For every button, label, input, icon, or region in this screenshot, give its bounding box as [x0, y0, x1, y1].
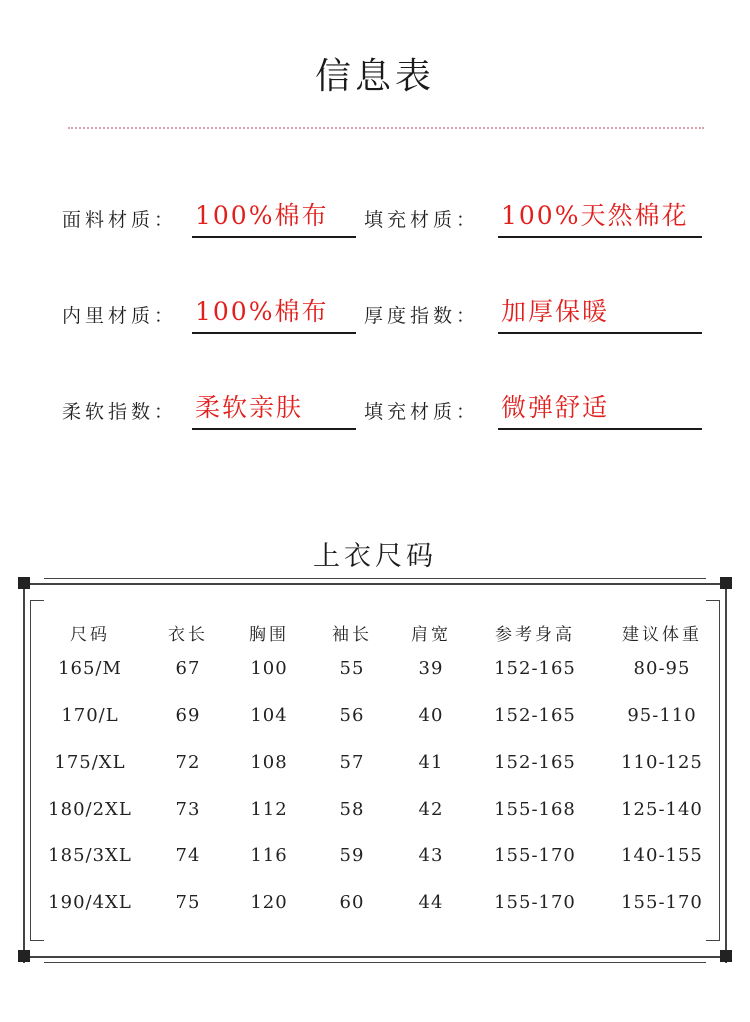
info-value: 加厚保暖 [501, 297, 610, 326]
table-header-row [30, 620, 720, 650]
table-cell: 170/L [61, 705, 119, 726]
table-cell: 100 [250, 658, 288, 679]
size-chart-title: 上衣尺码 [313, 541, 437, 572]
info-value-underline [192, 292, 356, 334]
info-label: 厚度指数： [364, 305, 480, 327]
info-value-underline [498, 388, 702, 430]
table-cell: 152-165 [494, 658, 576, 679]
table-cell: 112 [250, 799, 288, 820]
table-cell: 42 [418, 799, 444, 820]
table-header-cell: 尺码 [70, 625, 110, 645]
info-field-fabric [62, 194, 356, 238]
table-header-cell: 参考身高 [495, 625, 575, 645]
table-cell: 165/M [58, 658, 122, 679]
frame-notch [706, 940, 720, 941]
info-field-filling [364, 194, 702, 238]
table-row [30, 752, 720, 782]
info-label: 柔软指数： [62, 401, 178, 423]
info-field-thickness [364, 290, 702, 334]
table-cell: 39 [418, 658, 444, 679]
info-label: 面料材质： [62, 209, 178, 231]
table-cell: 108 [250, 752, 288, 773]
table-header-cell: 建议体重 [622, 625, 702, 645]
table-cell: 74 [175, 845, 201, 866]
table-cell: 67 [175, 658, 201, 679]
table-row [30, 658, 720, 688]
frame-corner-ornament [18, 577, 30, 589]
table-cell: 41 [418, 752, 444, 773]
info-field-softness [62, 386, 356, 430]
info-value: 微弹舒适 [501, 393, 610, 422]
frame-notch [30, 600, 44, 601]
table-cell: 120 [250, 892, 288, 913]
info-table-title: 信息表 [314, 56, 435, 97]
frame-left-outer [23, 578, 25, 963]
table-cell: 185/3XL [48, 845, 132, 866]
info-value: 100%棉布 [195, 297, 329, 326]
table-cell: 75 [175, 892, 201, 913]
table-cell: 116 [250, 845, 288, 866]
info-label: 填充材质： [364, 401, 480, 423]
table-cell: 180/2XL [48, 799, 132, 820]
frame-right-outer [725, 578, 727, 963]
table-cell: 175/XL [54, 752, 126, 773]
table-cell: 155-170 [494, 892, 576, 913]
table-cell: 60 [339, 892, 365, 913]
frame-corner-ornament [720, 950, 732, 962]
table-cell: 58 [339, 799, 365, 820]
table-header-cell: 肩宽 [411, 625, 451, 645]
info-value: 100%天然棉花 [501, 201, 689, 230]
table-cell: 40 [418, 705, 444, 726]
table-row [30, 892, 720, 922]
table-cell: 104 [250, 705, 288, 726]
table-cell: 56 [339, 705, 365, 726]
table-cell: 152-165 [494, 752, 576, 773]
frame-top-outer [18, 583, 732, 585]
dotted-divider [68, 127, 704, 129]
info-value-underline [192, 388, 356, 430]
table-cell: 69 [175, 705, 201, 726]
info-label: 填充材质： [364, 209, 480, 231]
frame-notch [706, 600, 720, 601]
table-cell: 57 [339, 752, 365, 773]
table-header-cell: 胸围 [249, 625, 289, 645]
info-value-underline [498, 292, 702, 334]
table-cell: 155-170 [494, 845, 576, 866]
info-value-underline [498, 196, 702, 238]
info-value: 100%棉布 [195, 201, 329, 230]
info-field-lining [62, 290, 356, 334]
info-value: 柔软亲肤 [195, 393, 304, 422]
table-header-cell: 衣长 [168, 625, 208, 645]
table-cell: 80-95 [633, 658, 691, 679]
table-cell: 59 [339, 845, 365, 866]
table-cell: 155-170 [621, 892, 703, 913]
table-cell: 152-165 [494, 705, 576, 726]
table-cell: 140-155 [621, 845, 703, 866]
frame-corner-ornament [720, 577, 732, 589]
table-cell: 155-168 [494, 799, 576, 820]
info-label: 内里材质： [62, 305, 178, 327]
info-field-filling-elastic [364, 386, 702, 430]
table-row [30, 799, 720, 829]
table-cell: 110-125 [621, 752, 703, 773]
table-cell: 43 [418, 845, 444, 866]
table-cell: 72 [175, 752, 201, 773]
table-cell: 125-140 [621, 799, 703, 820]
frame-bottom-inner [44, 962, 706, 963]
frame-corner-ornament [18, 950, 30, 962]
table-cell: 44 [418, 892, 444, 913]
table-cell: 55 [339, 658, 365, 679]
frame-top-inner [44, 578, 706, 579]
table-row [30, 845, 720, 875]
table-cell: 190/4XL [48, 892, 132, 913]
table-cell: 73 [175, 799, 201, 820]
table-row [30, 705, 720, 735]
info-value-underline [192, 196, 356, 238]
table-header-cell: 袖长 [332, 625, 372, 645]
frame-bottom-outer [18, 956, 732, 958]
frame-notch [30, 940, 44, 941]
table-cell: 95-110 [627, 705, 697, 726]
